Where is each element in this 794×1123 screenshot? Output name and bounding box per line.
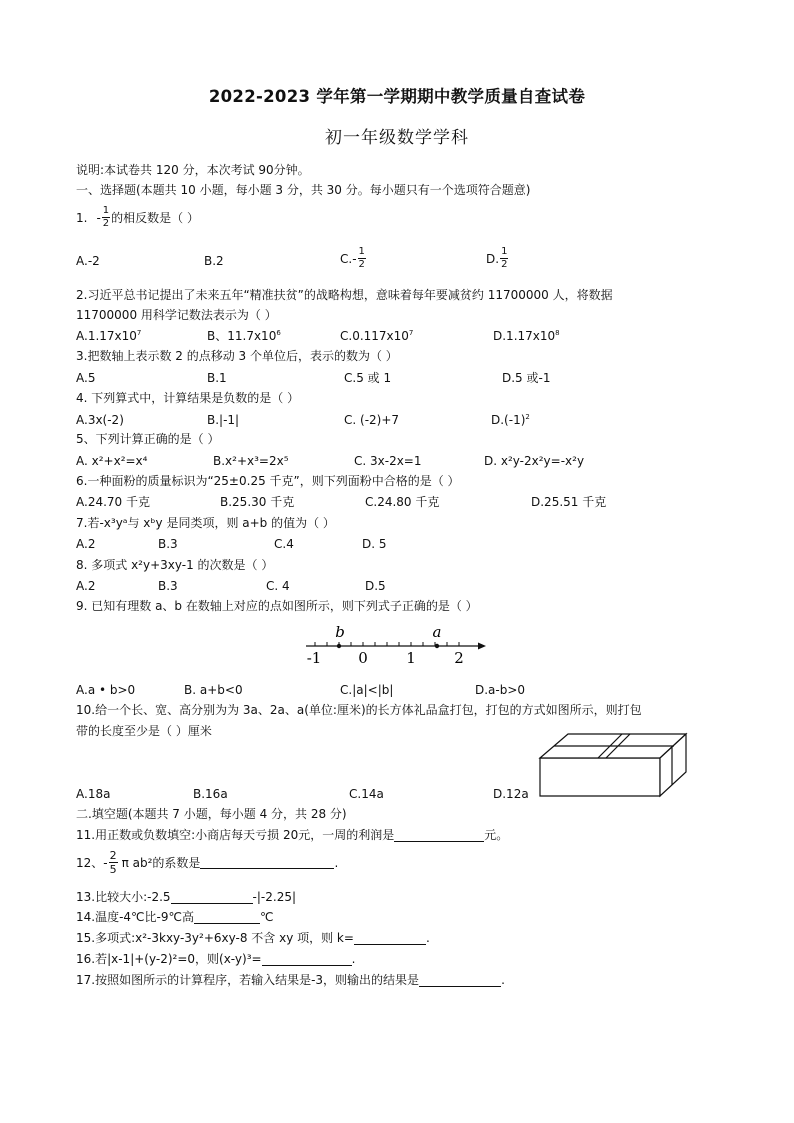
question-11: 11.用正数或负数填空:小商店每天亏损 20元，一周的利润是 元。 <box>76 828 509 842</box>
q13-answer-blank[interactable] <box>171 891 253 904</box>
exam-title: 2022-2023 学年第一学期期中教学质量自查试卷 <box>208 87 586 106</box>
number-line-arrow-icon <box>478 643 486 650</box>
q5-option-d[interactable]: D. x²y-2x²y=-x²y <box>484 454 585 468</box>
tick-label-neg1: -1 <box>306 649 322 667</box>
q3-option-c[interactable]: C.5 或 1 <box>344 371 392 385</box>
q1-minus: - <box>96 210 101 225</box>
q7-option-d[interactable]: D. 5 <box>362 537 387 551</box>
q3-option-a[interactable]: A.5 <box>76 371 96 385</box>
q2-line2: 11700000 用科学记数法表示为（ ） <box>76 308 277 322</box>
q1-text: 的相反数是（ ） <box>111 210 199 225</box>
q4-option-a[interactable]: A.3x(-2) <box>76 413 124 427</box>
q2-option-d[interactable]: $D.1.17x10^8$ <box>493 329 560 343</box>
q10-option-c[interactable]: C.14a <box>349 787 384 801</box>
q4-option-b[interactable]: B.|-1| <box>207 413 240 427</box>
number-line-figure <box>296 622 490 668</box>
q10-line1: 10.给一个长、宽、高分别为为 3a、2a、a(单位:厘米)的长方体礼品盒打包，打包的方式如图所示，则打包 <box>76 703 642 717</box>
q4-option-d[interactable]: $D.(-1)^2$ <box>491 413 530 427</box>
q8-option-d[interactable]: D.5 <box>365 579 386 593</box>
q2-option-b[interactable]: B、$11.7x10^6$ <box>207 329 281 343</box>
q9-text: 9. 已知有理数 a、b 在数轴上对应的点如图所示，则下列式子正确的是（ ） <box>76 599 478 613</box>
q6-option-c[interactable]: C.24.80 千克 <box>365 495 440 509</box>
q1-option-c[interactable]: C.- $\frac{1}{2}$ <box>340 246 365 270</box>
q1-option-d[interactable]: D. $\frac{1}{2}$ <box>486 246 508 270</box>
question-12: 12、- $\frac{2}{5}$ π ab²的系数是 . <box>76 849 339 876</box>
q1-option-b[interactable]: B.2 <box>204 254 224 268</box>
q6-option-b[interactable]: B.25.30 千克 <box>220 495 295 509</box>
q2-line1: 2.习近平总书记提出了未来五年“精准扶贫”的战略构想，意味着每年要减贫约 11700000 人，将数据 <box>76 288 613 302</box>
q2-option-c[interactable]: $C.0.117x10^7$ <box>340 329 414 343</box>
gift-box-figure <box>536 730 690 800</box>
q14-answer-blank[interactable] <box>194 911 260 924</box>
q8-option-c[interactable]: C. 4 <box>266 579 290 593</box>
q7-option-b[interactable]: B.3 <box>158 537 178 551</box>
question-15: 15.多项式:x²-3kxy-3y²+6xy-8 不含 xy 项，则 k= . <box>76 931 430 945</box>
q5-option-c[interactable]: C. 3x-2x=1 <box>354 454 422 468</box>
tick-label-0: 0 <box>358 649 368 667</box>
q2-option-a[interactable]: $A.1.17x10^7$ <box>76 329 142 343</box>
q1-number: 1. <box>76 210 88 225</box>
box-front-face <box>540 758 660 796</box>
q8-option-a[interactable]: A.2 <box>76 579 96 593</box>
q5-option-a[interactable]: A. x²+x²=x⁴ <box>76 454 148 468</box>
question-14: 14.温度-4℃比-9℃高 ℃ <box>76 910 274 924</box>
q7-option-c[interactable]: C.4 <box>274 537 294 551</box>
point-b-label: b <box>335 623 345 641</box>
question-16: 16.若|x-1|+(y-2)²=0，则(x-y)³= . <box>76 952 356 966</box>
q10-option-a[interactable]: A.18a <box>76 787 111 801</box>
q8-option-b[interactable]: B.3 <box>158 579 178 593</box>
section2-heading: 二.填空题(本题共 7 小题，每小题 4 分，共 28 分) <box>76 807 347 821</box>
q6-option-a[interactable]: A.24.70 千克 <box>76 495 150 509</box>
q17-answer-blank[interactable] <box>419 974 501 987</box>
section1-heading: 一、选择题(本题共 10 小题，每小题 3 分，共 30 分。每小题只有一个选项符合题意) <box>76 183 531 197</box>
exam-subtitle: 初一年级数学学科 <box>325 128 469 148</box>
q3-option-d[interactable]: D.5 或-1 <box>502 371 551 385</box>
q3-text: 3.把数轴上表示数 2 的点移动 3 个单位后，表示的数为（ ） <box>76 349 398 363</box>
point-b-dot <box>337 644 341 648</box>
q12-answer-blank[interactable] <box>200 856 334 869</box>
question-13: 13.比较大小:-2.5 -|-2.25| <box>76 890 297 904</box>
q9-option-b[interactable]: B. a+b<0 <box>184 683 243 697</box>
instructions: 说明:本试卷共 120 分，本次考试 90分钟。 <box>76 163 310 177</box>
q9-option-d[interactable]: D.a-b>0 <box>475 683 526 697</box>
q7-text: 7.若-x³yᵃ与 xᵇy 是同类项，则 a+b 的值为（ ） <box>76 516 335 530</box>
q9-option-c[interactable]: C.|a|<|b| <box>340 683 394 697</box>
q16-answer-blank[interactable] <box>262 953 352 966</box>
tick-label-1: 1 <box>406 649 416 667</box>
tick-label-2: 2 <box>454 649 464 667</box>
q10-option-b[interactable]: B.16a <box>193 787 228 801</box>
q11-answer-blank[interactable] <box>394 829 484 842</box>
q5-text: 5、下列计算正确的是（ ） <box>76 432 220 446</box>
q10-option-d[interactable]: D.12a <box>493 787 529 801</box>
q9-option-a[interactable]: A.a • b>0 <box>76 683 136 697</box>
q4-text: 4. 下列算式中，计算结果是负数的是（ ） <box>76 391 300 405</box>
q6-option-d[interactable]: D.25.51 千克 <box>531 495 607 509</box>
q1-fraction: $\frac{1}{2}$ <box>102 205 110 229</box>
q7-option-a[interactable]: A.2 <box>76 537 96 551</box>
q4-option-c[interactable]: C. (-2)+7 <box>344 413 400 427</box>
question-1 <box>76 206 199 229</box>
q5-option-b[interactable]: B.x²+x³=2x⁵ <box>213 454 289 468</box>
q3-option-b[interactable]: B.1 <box>207 371 227 385</box>
point-a-dot <box>435 644 439 648</box>
question-17: 17.按照如图所示的计算程序，若输入结果是-3，则输出的结果是 . <box>76 973 505 987</box>
q15-answer-blank[interactable] <box>354 932 426 945</box>
q10-line2: 带的长度至少是（ ）厘米 <box>76 724 212 738</box>
q6-text: 6.一种面粉的质量标识为“25±0.25 千克”，则下列面粉中合格的是（ ） <box>76 474 460 488</box>
q8-text: 8. 多项式 x²y+3xy-1 的次数是（ ） <box>76 558 274 572</box>
point-a-label: a <box>432 623 442 641</box>
q1-option-a[interactable]: A.-2 <box>76 254 100 268</box>
